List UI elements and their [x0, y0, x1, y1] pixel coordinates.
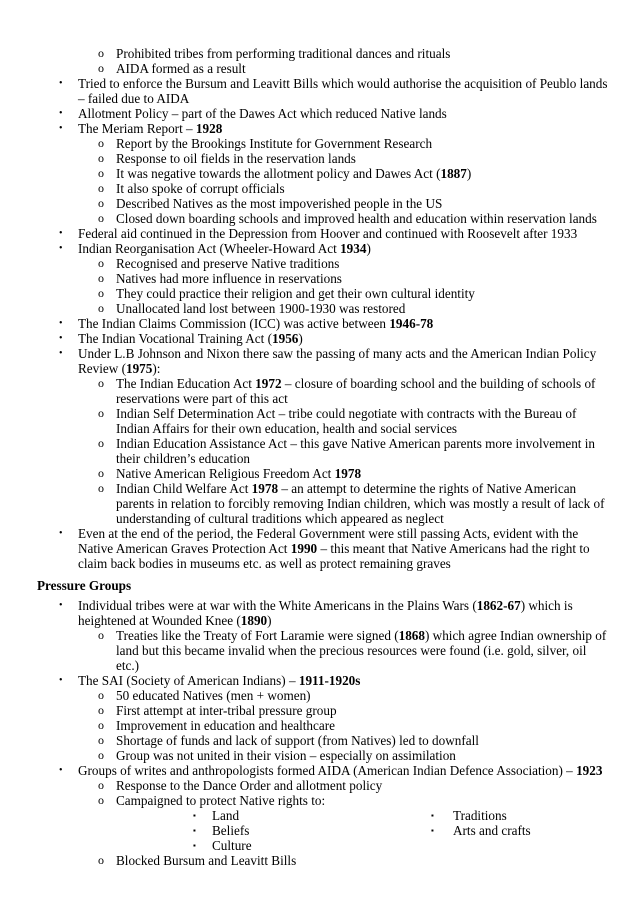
text-run: – failed due to AIDA: [78, 91, 190, 106]
text-run: Response to oil fields in the reservation lands: [116, 151, 356, 166]
list-item-text: [78, 106, 447, 121]
bold-date-text: 1868: [398, 628, 425, 643]
text-run: Individual tribes were at war with the White Americans in the Plains Wars (: [78, 598, 477, 613]
list-item-text: [116, 256, 339, 271]
circle-bullet-icon: o: [98, 151, 104, 165]
bold-date-text: 1975: [125, 361, 153, 376]
text-run: The Meriam Report –: [78, 121, 196, 136]
list-item-text: [116, 436, 595, 451]
text-run: Tried to enforce the Bursum and Leavitt Bills which would authorise the acquisition of Peublo lands: [78, 76, 608, 91]
list-item-text: Arts and crafts: [453, 823, 531, 838]
text-run: Closed down boarding schools and improved health and education within reservation lands: [116, 211, 597, 226]
list-item-text: [78, 121, 222, 136]
list-item-text: [78, 76, 608, 91]
list-item-text: [116, 301, 405, 316]
text-run: Described Natives as the most impoverished people in the US: [116, 196, 443, 211]
circle-bullet-icon: o: [98, 61, 104, 75]
text-run: Indian Child Welfare Act: [116, 481, 252, 496]
text-run: Beliefs: [212, 823, 250, 838]
bold-date-text: 1978: [251, 481, 279, 496]
list-item-text: [212, 838, 252, 853]
square-bullet-icon: ▪: [193, 811, 196, 820]
list-item-text: [116, 211, 597, 226]
list-item-text: [116, 166, 471, 181]
list-item-text: [78, 673, 360, 688]
bold-date-text: 1934: [340, 241, 367, 256]
text-run: Natives had more influence in reservations: [116, 271, 342, 286]
text-run: Culture: [212, 838, 252, 853]
list-item-text: [78, 613, 272, 628]
list-item-text: [116, 181, 285, 196]
text-run: Indian Reorganisation Act (Wheeler-Howard Act: [78, 241, 341, 256]
text-run: It was negative towards the allotment policy and Dawes Act (: [116, 166, 441, 181]
text-run: ) which is: [520, 598, 573, 613]
square-bullet-icon: ▪: [431, 811, 434, 820]
text-run: ) which agree Indian ownership of: [424, 628, 607, 643]
list-item-text: [116, 628, 606, 643]
bold-date-text: 1990: [290, 541, 318, 556]
text-run: ): [466, 166, 472, 181]
circle-bullet-icon: o: [98, 778, 104, 792]
circle-bullet-icon: o: [98, 748, 104, 762]
text-run: Blocked Bursum and Leavitt Bills: [116, 853, 297, 868]
list-item-text: [116, 481, 576, 496]
bullet-icon: •: [59, 348, 63, 359]
text-run: The Indian Vocational Training Act (: [78, 331, 273, 346]
text-run: Group was not united in their vision – especially on assimilation: [116, 748, 456, 763]
text-run: First attempt at inter-tribal pressure group: [116, 703, 337, 718]
text-run: It also spoke of corrupt officials: [116, 181, 285, 196]
circle-bullet-icon: o: [98, 166, 104, 180]
list-item-text: [78, 541, 590, 556]
text-run: Indian Self Determination Act – tribe could negotiate with contracts with the Bureau of: [116, 406, 577, 421]
circle-bullet-icon: o: [98, 376, 104, 390]
text-run: parents in relation to forcibly removing Indian children, which was mostly a result of lack of: [116, 496, 605, 511]
circle-bullet-icon: o: [98, 853, 104, 867]
text-run: understanding of cultural traditions which appeared as neglect: [116, 511, 444, 526]
circle-bullet-icon: o: [98, 211, 104, 225]
bullet-icon: •: [59, 123, 63, 134]
list-item-text: [116, 391, 288, 406]
circle-bullet-icon: o: [98, 181, 104, 195]
text-run: The Indian Claims Commission (ICC) was active between: [78, 316, 390, 331]
circle-bullet-icon: o: [98, 286, 104, 300]
list-item-text: Traditions: [453, 808, 507, 823]
circle-bullet-icon: o: [98, 271, 104, 285]
text-run: ):: [152, 361, 161, 376]
list-item-text: [212, 808, 239, 823]
list-item-text: [116, 451, 250, 466]
text-run: Improvement in education and healthcare: [116, 718, 335, 733]
text-run: – this meant that Native Americans had the right to: [317, 541, 590, 556]
bold-date-text: 1946-78: [389, 316, 434, 331]
square-bullet-icon: ▪: [431, 826, 434, 835]
list-item-text: [116, 61, 246, 76]
list-item-text: [116, 496, 605, 511]
list-item-text: [78, 316, 433, 331]
text-run: Allotment Policy – part of the Dawes Act which reduced Native lands: [78, 106, 447, 121]
text-run: They could practice their religion and get their own cultural identity: [116, 286, 475, 301]
list-item-text: [78, 526, 578, 541]
text-run: – closure of boarding school and the building of schools of: [281, 376, 596, 391]
bullet-icon: •: [59, 600, 63, 611]
text-run: Treaties like the Treaty of Fort Laramie were signed (: [116, 628, 399, 643]
square-bullet-icon: ▪: [193, 841, 196, 850]
bullet-icon: •: [59, 765, 63, 776]
bullet-icon: •: [59, 528, 63, 539]
circle-bullet-icon: o: [98, 703, 104, 717]
section-heading: Pressure Groups: [37, 578, 132, 593]
circle-bullet-icon: o: [98, 136, 104, 150]
list-item-text: [116, 271, 342, 286]
list-item-text: [78, 346, 596, 361]
text-run: Prohibited tribes from performing traditional dances and rituals: [116, 46, 451, 61]
bold-date-text: 1978: [334, 466, 362, 481]
list-item-text: [116, 778, 382, 793]
circle-bullet-icon: o: [98, 733, 104, 747]
list-item-text: [116, 643, 586, 658]
list-item-text: [116, 466, 361, 481]
text-run: The SAI (Society of American Indians) –: [78, 673, 299, 688]
circle-bullet-icon: o: [98, 301, 104, 315]
bold-date-text: 1862-67: [476, 598, 521, 613]
list-item-text: [78, 361, 160, 376]
text-run: Land: [212, 808, 240, 823]
text-run: Unallocated land lost between 1900-1930 was restored: [116, 301, 406, 316]
list-item-text: [78, 598, 573, 613]
text-run: 50 educated Natives (men + women): [116, 688, 311, 703]
text-run: AIDA formed as a result: [116, 61, 246, 76]
text-run: ): [366, 241, 371, 256]
list-item-text: [116, 511, 444, 526]
text-run: Under L.B Johnson and Nixon there saw the passing of many acts and the American Indian Policy: [78, 346, 597, 361]
list-item-text: [116, 151, 356, 166]
list-item-text: [116, 793, 325, 808]
list-item-text: [116, 46, 450, 61]
bullet-icon: •: [59, 228, 63, 239]
bullet-icon: •: [59, 243, 63, 254]
text-run: – an attempt to determine the rights of Native American: [278, 481, 577, 496]
list-item-text: [116, 658, 139, 673]
list-item-text: [116, 421, 457, 436]
circle-bullet-icon: o: [98, 793, 104, 807]
list-item-text: [116, 136, 432, 151]
list-item-text: [116, 376, 595, 391]
list-item-text: [78, 763, 602, 778]
square-bullet-icon: ▪: [193, 826, 196, 835]
text-run: claim back bodies in museums etc. as well as protect remaining graves: [78, 556, 451, 571]
circle-bullet-icon: o: [98, 718, 104, 732]
text-run: Shortage of funds and lack of support (from Natives) led to downfall: [116, 733, 479, 748]
text-run: Groups of writes and anthropologists formed AIDA (American Indian Defence Association) –: [78, 763, 577, 778]
circle-bullet-icon: o: [98, 406, 104, 420]
bold-date-text: 1911-1920s: [298, 673, 361, 688]
circle-bullet-icon: o: [98, 46, 104, 60]
list-item-text: [116, 718, 335, 733]
text-run: ): [267, 613, 272, 628]
bold-date-text: 1890: [240, 613, 268, 628]
list-item-text: [212, 823, 249, 838]
text-run: Recognised and preserve Native traditions: [116, 256, 340, 271]
circle-bullet-icon: o: [98, 481, 104, 495]
text-run: Review (: [78, 361, 126, 376]
text-run: Even at the end of the period, the Federal Government were still passing Acts, evident with the: [78, 526, 579, 541]
list-item-text: [116, 196, 442, 211]
list-item-text: [78, 331, 303, 346]
list-item-text: [78, 556, 451, 571]
bold-date-text: 1887: [440, 166, 467, 181]
text-run: Native American Religious Freedom Act: [116, 466, 335, 481]
list-item-text: [116, 703, 337, 718]
text-run: heightened at Wounded Knee (: [78, 613, 241, 628]
circle-bullet-icon: o: [98, 196, 104, 210]
circle-bullet-icon: o: [98, 688, 104, 702]
list-item-text: [116, 733, 479, 748]
text-run: Report by the Brookings Institute for Government Research: [116, 136, 433, 151]
bullet-icon: •: [59, 108, 63, 119]
bullet-icon: •: [59, 675, 63, 686]
text-run: ): [298, 331, 303, 346]
text-run: land but this became invalid when the precious resources were found (i.e. gold, silver, oil: [116, 643, 587, 658]
list-item-text: [78, 241, 371, 256]
text-run: etc.): [116, 658, 140, 673]
list-item-text: [78, 91, 189, 106]
circle-bullet-icon: o: [98, 436, 104, 450]
list-item-text: [116, 688, 311, 703]
bold-date-text: 1923: [576, 763, 603, 778]
circle-bullet-icon: o: [98, 628, 104, 642]
text-run: The Indian Education Act: [116, 376, 256, 391]
bold-date-text: 1972: [255, 376, 282, 391]
bold-date-text: 1928: [195, 121, 223, 136]
text-run: Response to the Dance Order and allotment policy: [116, 778, 383, 793]
text-run: Federal aid continued in the Depression from Hoover and continued with Roosevelt after 1933: [78, 226, 578, 241]
circle-bullet-icon: o: [98, 466, 104, 480]
bold-date-text: 1956: [272, 331, 299, 346]
text-run: reservations were part of this act: [116, 391, 288, 406]
text-run: Indian Education Assistance Act – this gave Native American parents more involvement in: [116, 436, 596, 451]
text-run: their children’s education: [116, 451, 251, 466]
list-item-text: [116, 748, 456, 763]
text-run: Campaigned to protect Native rights to:: [116, 793, 326, 808]
text-run: Indian Affairs for their own education, health and social services: [116, 421, 458, 436]
bullet-icon: •: [59, 78, 63, 89]
bullet-icon: •: [59, 318, 63, 329]
text-run: Native American Graves Protection Act: [78, 541, 291, 556]
list-item-text: [116, 406, 576, 421]
list-item-text: [116, 853, 296, 868]
list-item-text: [116, 286, 475, 301]
circle-bullet-icon: o: [98, 256, 104, 270]
bullet-icon: •: [59, 333, 63, 344]
list-item-text: [78, 226, 577, 241]
